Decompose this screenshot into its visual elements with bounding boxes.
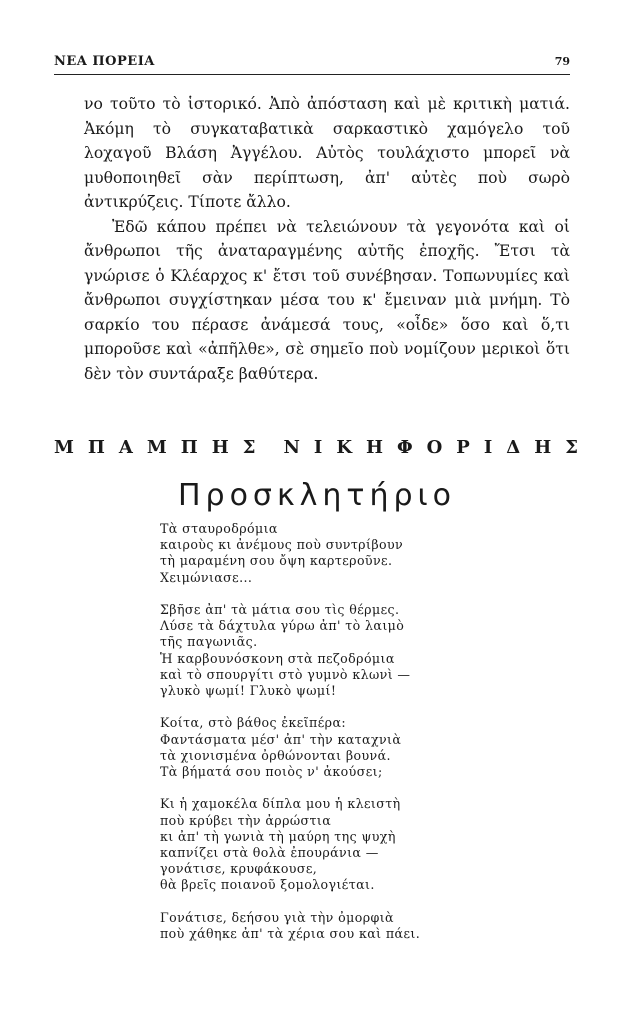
author-letter: Σ: [242, 437, 256, 458]
running-header: [54, 50, 570, 75]
poem-line: Κι ἡ χαμοκέλα δίπλα μου ἡ κλειστὴ: [160, 796, 401, 812]
author-letter: Ν: [283, 437, 300, 458]
author-letter: Ρ: [456, 437, 470, 458]
poem-line: τῆς παγωνιᾶς.: [160, 634, 258, 650]
poem-author: [54, 436, 578, 460]
poem-stanza: [160, 796, 560, 893]
author-letter: Μ: [54, 437, 74, 458]
poem-title: Προσκλητήριο: [177, 478, 457, 513]
poem-line: Κοίτα, στὸ βάθος ἐκεῖπέρα:: [160, 715, 347, 731]
page-number: 79: [554, 55, 570, 68]
poem-line: ποὺ κρύβει τὴν ἀρρώστια: [160, 812, 332, 828]
author-letter: Η: [534, 437, 552, 458]
author-letter: Ι: [313, 437, 323, 458]
prose-paragraph: Ἐδῶ κάπου πρέπει νὰ τελειώνουν τὰ γεγονότα καὶ οἱ ἄνθρωποι τῆς ἀναταραγμένης αὐτῆς ἐποχῆς. Ἔτσι τὰ γνώρισε ὁ Κλέαρχος κ' ἔτσι τοῦ συνέβησαν. Τοπωνυμίες καὶ ἄνθρωποι συγχίστηκαν μέσα του κ' ἔμειναν μιὰ μνήμη. Τὸ σαρκίο του πέρασε ἀνάμεσά τους, «οἶδε» ὅσο καὶ ὅ,τι μποροῦσε καὶ «ἀπῆλθε», σὲ σημεῖο ποὺ νομίζουν μερικοὶ ὅτι δὲν τὸν συντάραξε βαθύτερα.: [84, 217, 570, 383]
poem-line: Χειμώνιασε...: [160, 569, 253, 585]
author-letter: Η: [365, 437, 383, 458]
poem-line: Σβῆσε ἀπ' τὰ μάτια σου τὶς θέρμες.: [160, 602, 400, 617]
poem-stanza: [160, 602, 560, 699]
author-letter: Κ: [336, 437, 352, 458]
poem-line: γονάτισε, κρυφάκουσε,: [160, 861, 318, 877]
journal-title: ΝΕΑ ΠΟΡΕΙΑ: [54, 54, 155, 69]
poem-line: θὰ βρεῖς ποιανοῦ ξομολογιέται.: [160, 877, 375, 893]
poem-line: γλυκὸ ψωμί! Γλυκὸ ψωμί!: [160, 683, 337, 699]
poem-line: κι ἀπ' τὴ γωνιὰ τὴ μαύρη της ψυχὴ: [160, 828, 396, 844]
poem-line: τὴ μαραμένη σου ὄψη καρτεροῦνε.: [160, 553, 393, 569]
poem-line: ποὺ χάθηκε ἀπ' τὰ χέρια σου καὶ πάει.: [160, 926, 421, 942]
author-letter: Μ: [146, 437, 167, 458]
author-letter: Α: [118, 437, 133, 458]
poem-line: τὰ χιονισμένα ὀρθώνονται βουνά.: [160, 747, 391, 763]
poem-line: καπνίζει στὰ θολὰ ἐπουράνια —: [160, 845, 379, 861]
poem-line: Φαντάσματα μέσ' ἀπ' τὴν καταχνιὰ: [160, 731, 402, 747]
poem-line: Ἡ καρβουνόσκονη στὰ πεζοδρόμια: [160, 650, 395, 666]
prose-body: [84, 92, 570, 386]
author-letter: Ο: [426, 437, 443, 458]
poem-line: Γονάτισε, δεήσου γιὰ τὴν ὀμορφιὰ: [160, 909, 394, 925]
poem-line: Λύσε τὰ δάχτυλα γύρω ἀπ' τὸ λαιμὸ: [160, 618, 405, 634]
poem-stanza: [160, 715, 560, 780]
poem-line: Τὰ βήματά σου ποιὸς ν' ἀκούσει;: [160, 764, 383, 780]
author-letter: Π: [180, 437, 198, 458]
prose-paragraph: νο τοῦτο τὸ ἱστορικό. Ἀπὸ ἀπόσταση καὶ μὲ κριτικὴ ματιά. Ἀκόμη τὸ συγκαταβατικὰ σαρκαστικὸ χαμόγελο τοῦ λοχαγοῦ Βλάση Ἀγγέλου. Αὐτὸς τουλάχιστο μπορεῖ νὰ μυθοποιηθεῖ σὰν περίπτωση, ἀπ' αὐτὲς ποὺ σωρὸ ἀντικρύζεις. Τίποτε ἄλλο.: [84, 95, 570, 211]
poem-stanza: [160, 521, 560, 586]
author-letter: Δ: [506, 437, 521, 458]
author-letter: Η: [211, 437, 229, 458]
poem-line: Τὰ σταυροδρόμια: [160, 521, 278, 536]
poem-line: καὶ τὸ σπουργίτι στὸ γυμνὸ κλωνὶ —: [160, 666, 411, 682]
author-letter: Σ: [565, 437, 578, 458]
author-letter: Φ: [396, 437, 413, 458]
poem-line: καιροὺς κι ἀνέμους ποὺ συντρίβουν: [160, 537, 404, 553]
author-letter: Ι: [483, 437, 493, 458]
poem-stanza: [160, 910, 560, 942]
poem-body: [160, 521, 560, 958]
author-letter: Π: [87, 437, 105, 458]
